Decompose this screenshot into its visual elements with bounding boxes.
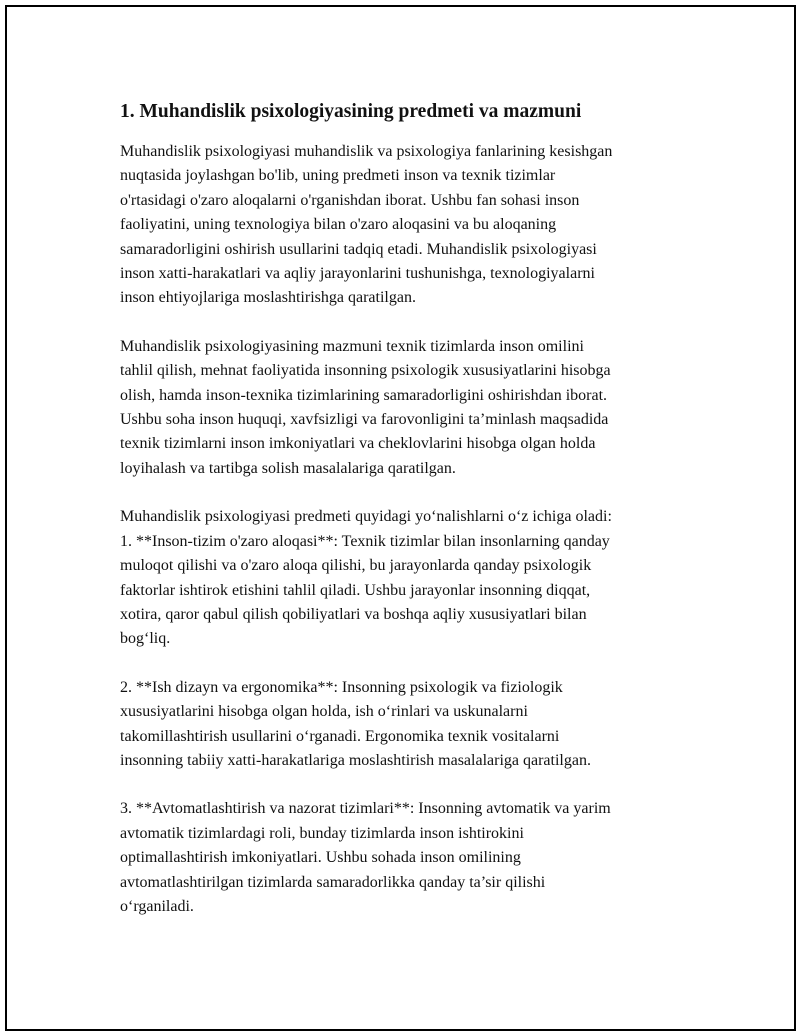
paragraph-list [120, 140, 700, 919]
text-line: samaradorligini oshirish usullarini tadqiq etadi. Muhandislik psixologiyasi [120, 240, 597, 258]
text-line: Ushbu soha inson huquqi, xavfsizligi va farovonligini ta’minlash maqsadida [120, 411, 609, 429]
text-line: 1. **Inson-tizim o'zaro aloqasi**: Texnik tizimlar bilan insonlarning qanday [120, 532, 610, 550]
text-line: nuqtasida joylashgan bo'lib, uning predmeti inson va texnik tizimlar [120, 167, 556, 185]
text-line: faktorlar ishtirok etishini tahlil qiladi. Ushbu jarayonlar insonning diqqat, [120, 581, 591, 599]
section-title: 1. Muhandislik psixologiyasining predmeti va mazmuni [120, 101, 582, 122]
text-line: insonning tabiiy xatti-harakatlariga moslashtirish masalalariga qaratilgan. [120, 751, 591, 769]
text-line: avtomatik tizimlardagi roli, bunday tizimlarda inson ishtirokini [120, 824, 524, 842]
text-line: xotira, qaror qabul qilish qobiliyatlari va boshqa aqliy xususiyatlari bilan [120, 605, 587, 623]
text-line: texnik tizimlarni inson imkoniyatlari va cheklovlarini hisobga olgan holda [120, 435, 596, 453]
text-line: optimallashtirish imkoniyatlari. Ushbu sohada inson omilining [120, 849, 521, 867]
text-line: 3. **Avtomatlashtirish va nazorat tizimlari**: Insonning avtomatik va yarim [120, 800, 611, 818]
text-line: faoliyatini, uning texnologiya bilan o'zaro aloqasini va bu aloqaning [120, 216, 557, 234]
text-line: bog‘liq. [120, 630, 171, 648]
body-paragraph [120, 676, 700, 774]
text-line: loyihalash va tartibga solish masalalariga qaratilgan. [120, 459, 456, 477]
text-line: takomillashtirish usullarini o‘rganadi. Ergonomika texnik vositalarni [120, 727, 560, 745]
text-line: olish, hamda inson-texnika tizimlarining samaradorligini oshirishdan iborat. [120, 386, 608, 404]
text-line: muloqot qilishi va o'zaro aloqa qilishi, bu jarayonlarda qanday psixologik [120, 557, 592, 575]
body-paragraph [120, 797, 700, 919]
text-line: tahlil qilish, mehnat faoliyatida insonning psixologik xususiyatlarini hisobga [120, 362, 611, 380]
document-body [120, 99, 700, 943]
text-line: Muhandislik psixologiyasi predmeti quyidagi yo‘nalishlarni o‘z ichiga oladi: [120, 508, 612, 526]
text-line: inson xatti-harakatlari va aqliy jarayonlarini tushunishga, texnologiyalarni [120, 265, 595, 283]
text-line: o‘rganiladi. [120, 897, 194, 915]
body-paragraph [120, 335, 700, 481]
body-paragraph [120, 140, 700, 311]
document-page [5, 5, 796, 1031]
text-line: Muhandislik psixologiyasi muhandislik va psixologiya fanlarining kesishgan [120, 143, 613, 160]
text-line: 2. **Ish dizayn va ergonomika**: Insonning psixologik va fiziologik [120, 678, 563, 696]
body-paragraph [120, 505, 700, 651]
text-line: avtomatlashtirilgan tizimlarda samaradorlikka qanday ta’sir qilishi [120, 873, 546, 891]
text-line: xususiyatlarini hisobga olgan holda, ish o‘rinlari va uskunalarni [120, 703, 528, 721]
text-line: Muhandislik psixologiyasining mazmuni texnik tizimlarda inson omilini [120, 337, 584, 355]
text-line: o'rtasidagi o'zaro aloqalarni o'rganishdan iborat. Ushbu fan sohasi inson [120, 191, 580, 209]
text-line: inson ehtiyojlariga moslashtirishga qaratilgan. [120, 289, 416, 307]
